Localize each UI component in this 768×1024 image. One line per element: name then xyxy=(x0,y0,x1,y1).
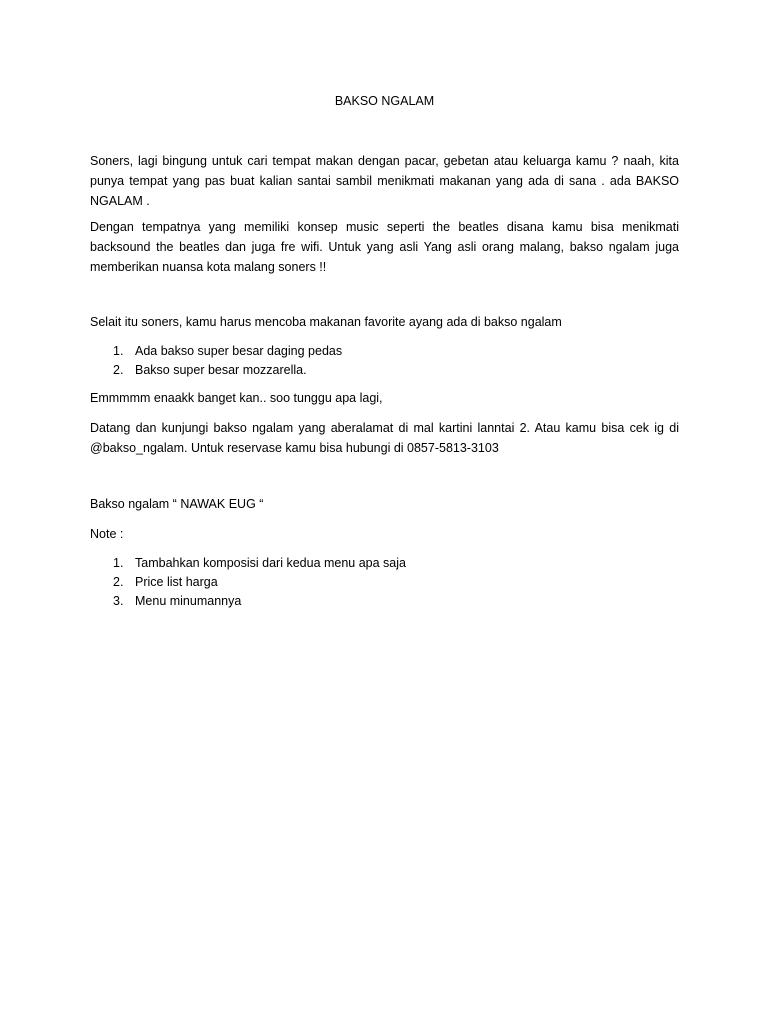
list-text: Menu minumannya xyxy=(135,594,242,608)
list-item xyxy=(90,573,679,592)
list-number: 1. xyxy=(113,556,124,570)
list-item xyxy=(90,361,679,380)
document-title: BAKSO NGALAM xyxy=(334,94,435,108)
paragraph-favorite: Selait itu soners, kamu harus mencoba makanan favorite ayang ada di bakso ngalam xyxy=(90,315,562,329)
list-number: 1. xyxy=(113,344,124,358)
paragraph-enak: Emmmmm enaakk banget kan.. soo tunggu apa lagi, xyxy=(90,391,383,405)
note-heading: Note : xyxy=(90,527,124,541)
paragraph-concept: Dengan tempatnya yang memiliki konsep music seperti the beatles disana kamu bisa menikmati backsound the beatles dan juga fre wifi. Untuk yang asli Yang asli orang malang, bakso ngalam juga memberikan nuansa kota malang soners !! xyxy=(90,220,679,274)
list-number: 2. xyxy=(113,363,124,377)
list-number: 3. xyxy=(113,594,124,608)
list-text: Tambahkan komposisi dari kedua menu apa saja xyxy=(135,556,406,570)
paragraph-location: Datang dan kunjungi bakso ngalam yang aberalamat di mal kartini lanntai 2. Atau kamu bisa cek ig di @bakso_ngalam. Untuk reservase kamu bisa hubungi di 0857-5813-3103 xyxy=(90,421,679,455)
list-item xyxy=(90,592,679,611)
list-text: Price list harga xyxy=(135,575,218,589)
paragraph-tagline: Bakso ngalam “ NAWAK EUG “ xyxy=(90,497,264,511)
note-list xyxy=(90,554,679,611)
menu-list xyxy=(90,342,679,380)
list-item xyxy=(90,342,679,361)
list-text: Bakso super besar mozzarella. xyxy=(135,363,307,377)
list-text: Ada bakso super besar daging pedas xyxy=(135,344,343,358)
paragraph-intro: Soners, lagi bingung untuk cari tempat makan dengan pacar, gebetan atau keluarga kamu ? naah, kita punya tempat yang pas buat kalian santai sambil menikmati makanan yang ada di sana . ada BAKSO NGALAM . xyxy=(90,154,679,208)
list-number: 2. xyxy=(113,575,124,589)
list-item xyxy=(90,554,679,573)
